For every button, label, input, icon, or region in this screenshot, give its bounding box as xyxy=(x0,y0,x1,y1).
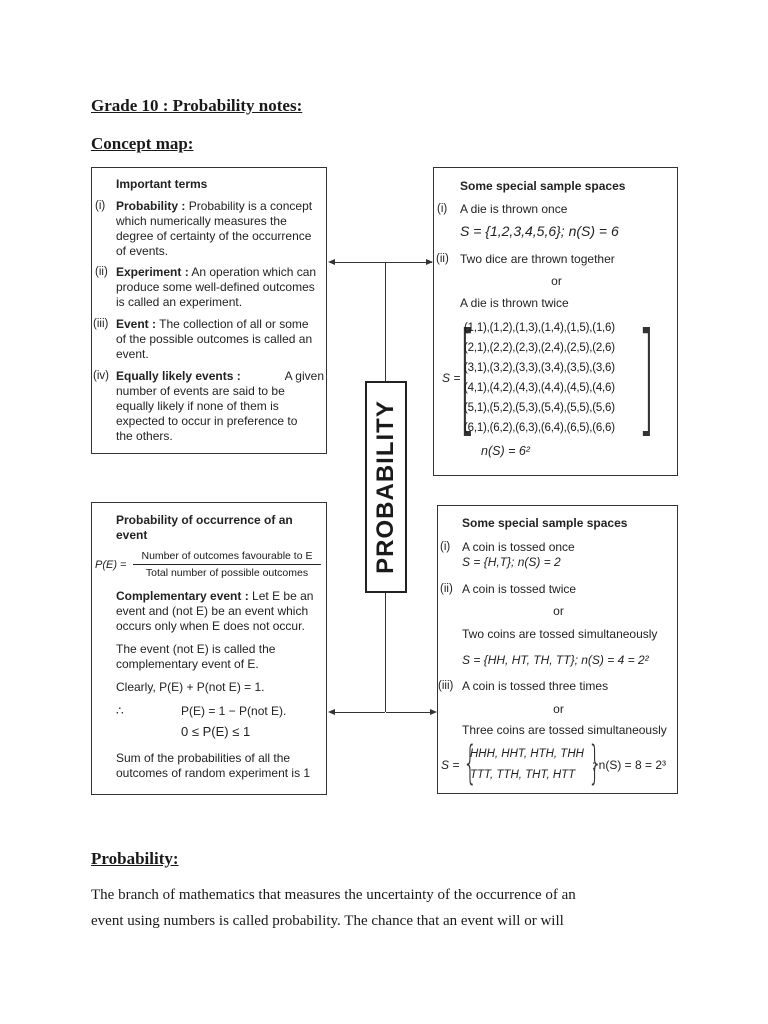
dice-s-label: S = xyxy=(442,371,461,385)
left-brace: { xyxy=(463,736,478,789)
page-title: Grade 10 : Probability notes: xyxy=(91,96,303,115)
term-line: number of events are said to be xyxy=(116,384,285,398)
probability-label-text: PROBABILITY xyxy=(372,400,399,574)
coins-num-ii: (ii) xyxy=(440,583,453,595)
coin-s-label: S = xyxy=(441,758,460,772)
term-line: is called an experiment. xyxy=(116,295,243,309)
occurrence-box xyxy=(91,502,327,795)
fraction-numerator: Number of outcomes favourable to E xyxy=(133,550,321,565)
coins-num-iii: (iii) xyxy=(438,680,454,692)
coins-heading: Some special sample spaces xyxy=(462,516,628,530)
comp-line: event and (not E) be an event which xyxy=(116,604,309,618)
term-event: Event : The collection of all or some xyxy=(116,317,309,331)
dice-twice-text: A die is thrown twice xyxy=(460,296,569,310)
pe-label: P(E) = xyxy=(95,559,127,571)
arrow-left-icon xyxy=(328,709,335,715)
right-brace: } xyxy=(588,736,603,789)
dice-two-text: Two dice are thrown together xyxy=(460,252,615,266)
term-equally-likely: Equally likely events : A given xyxy=(116,369,324,383)
coin-twice-text: A coin is tossed twice xyxy=(462,582,577,596)
term-line: degree of certainty of the occurrence xyxy=(116,229,312,243)
coins-or-1: or xyxy=(553,604,564,618)
term-num: (i) xyxy=(95,200,106,212)
dice-heading: Some special sample spaces xyxy=(460,179,626,193)
two-coins-formula: S = {HH, HT, TH, TT}; n(S) = 4 = 2² xyxy=(462,653,649,667)
terms-heading: Important terms xyxy=(116,177,208,191)
therefore-symbol: ∴ xyxy=(116,704,124,718)
term-line: of the possible outcomes is called an xyxy=(116,332,313,346)
term-num: (iv) xyxy=(93,370,109,382)
three-coins-text: Three coins are tossed simultaneously xyxy=(462,723,667,737)
term-line: the others. xyxy=(116,429,173,443)
concept-map-heading: Concept map: xyxy=(91,134,194,153)
coin-n-formula: ; n(S) = 8 = 2³ xyxy=(592,758,667,772)
dice-n-formula: n(S) = 6² xyxy=(481,444,530,458)
dice-outcome-row: (2,1),(2,2),(2,3),(2,4),(2,5),(2,6) xyxy=(464,342,615,354)
coin-once-formula: S = {H,T}; n(S) = 2 xyxy=(462,555,561,569)
not-e-line: The event (not E) is called the xyxy=(116,642,276,656)
dice-outcome-row: (5,1),(5,2),(5,3),(5,4),(5,5),(5,6) xyxy=(464,402,615,414)
occurrence-heading: Probability of occurrence of an xyxy=(116,513,293,527)
dice-outcome-row: (3,1),(3,2),(3,3),(3,4),(3,5),(3,6) xyxy=(464,362,615,374)
term-line: of events. xyxy=(116,244,169,258)
term-num: (iii) xyxy=(93,318,109,330)
complementary-event: Complementary event : Let E be an xyxy=(116,589,314,603)
term-line: produce some well-defined outcomes xyxy=(116,280,315,294)
occurrence-heading-2: event xyxy=(116,528,148,542)
comp-line: occurs only when E does not occur. xyxy=(116,619,305,633)
dice-outcome-row: (1,1),(1,2),(1,3),(1,4),(1,5),(1,6) xyxy=(464,322,615,334)
paragraph-line: event using numbers is called probability. The chance that an event will or will xyxy=(91,913,564,929)
arrow-right-icon xyxy=(430,709,437,715)
paragraph-line: The branch of mathematics that measures the uncertainty of the occurrence of an xyxy=(91,887,576,903)
arrow-right-icon xyxy=(426,259,433,265)
dice-outcome-row: (6,1),(6,2),(6,3),(6,4),(6,5),(6,6) xyxy=(464,422,615,434)
sum-line: outcomes of random experiment is 1 xyxy=(116,766,311,780)
dice-once-text: A die is thrown once xyxy=(460,202,568,216)
not-e-line: complementary event of E. xyxy=(116,657,259,671)
dice-or: or xyxy=(551,274,562,288)
term-num: (ii) xyxy=(95,266,108,278)
dice-once-formula: S = {1,2,3,4,5,6}; n(S) = 6 xyxy=(460,223,619,239)
coins-num-i: (i) xyxy=(440,541,451,553)
probability-fraction xyxy=(133,550,321,579)
term-line: expected to occur in preference to xyxy=(116,414,298,428)
left-bracket: [ xyxy=(459,307,476,449)
term-probability: Probability : Probability is a concept xyxy=(116,199,313,213)
clearly-line: Clearly, P(E) + P(not E) = 1. xyxy=(116,680,265,694)
term-line: which numerically measures the xyxy=(116,214,287,228)
fraction-denominator: Total number of possible outcomes xyxy=(145,567,309,579)
term-line: event. xyxy=(116,347,149,361)
pe-range: 0 ≤ P(E) ≤ 1 xyxy=(181,724,251,739)
two-coins-text: Two coins are tossed simultaneously xyxy=(462,627,658,641)
probability-heading: Probability: xyxy=(91,849,179,868)
dice-num-i: (i) xyxy=(437,203,448,215)
term-experiment: Experiment : An operation which can xyxy=(116,265,317,279)
coin-once-text: A coin is tossed once xyxy=(462,540,575,554)
coin-three-text: A coin is tossed three times xyxy=(462,679,609,693)
coin-row-1: HHH, HHT, HTH, THH xyxy=(470,748,584,760)
coins-or-2: or xyxy=(553,702,564,716)
right-bracket: ] xyxy=(638,307,655,449)
coin-row-2: TTT, TTH, THT, HTT xyxy=(470,769,576,781)
term-line: equally likely if none of them is xyxy=(116,399,279,413)
sum-line: Sum of the probabilities of all the xyxy=(116,751,291,765)
dice-num-ii: (ii) xyxy=(436,253,449,265)
dice-outcome-row: (4,1),(4,2),(4,3),(4,4),(4,5),(4,6) xyxy=(464,382,615,394)
pe-complement-formula: P(E) = 1 − P(not E). xyxy=(181,704,287,718)
arrow-left-icon xyxy=(328,259,335,265)
